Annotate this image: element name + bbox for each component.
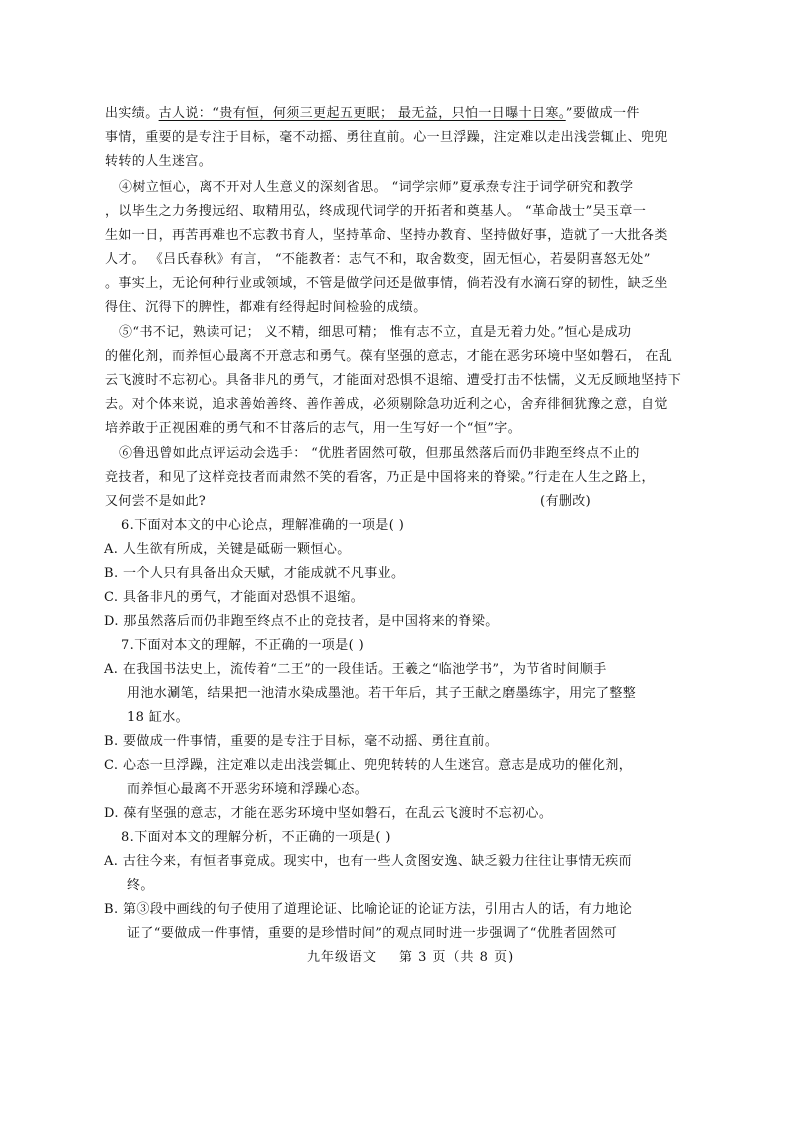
q7-option-b: B. 要做成一件事情，重要的是专注于目标，毫不动摇、勇往直前。: [104, 734, 499, 749]
q7-option-c-line-1: C. 心态一旦浮躁，注定难以走出浅尝辄止、兜兜转转的人生迷宫。意志是成功的催化剂，: [104, 758, 633, 773]
p4-line-3: 生如一日，再苦再难也不忘教书育人，坚持革命、坚持办教育、坚持做好事，造就了一大批各类: [105, 228, 668, 243]
q8-option-b-line-2: 证了“要做成一件事情，重要的是珍惜时间”的观点同时进一步强调了“优胜者固然可: [127, 926, 618, 941]
p5-line-5: 培养敢于正视困难的勇气和不甘落后的志气，用一生写好一个“恒”字。: [105, 421, 522, 436]
p6-line-1: ⑥鲁迅曾如此点评运动会选手： “优胜者固然可敬，但那虽然落后而仍非跑至终点不止的: [119, 446, 640, 461]
edit-note: (有删改): [540, 494, 592, 509]
q6-option-c: C. 具备非凡的勇气，才能面对恐惧不退缩。: [104, 590, 365, 605]
p4-line-1: ④树立恒心，离不开对人生意义的深刻省思。 “词学宗师”夏承焘专注于词学研究和教学: [119, 180, 634, 195]
p3-text: 出实绩。: [105, 106, 159, 121]
p6-line-3: 又何尝不是如此?: [105, 494, 207, 509]
q8-stem: 8.下面对本文的理解分析，不正确的一项是( ): [121, 830, 391, 845]
p3-line-3: 转转的人生迷宫。: [105, 154, 213, 169]
q7-stem: 7.下面对本文的理解，不正确的一项是( ): [121, 638, 365, 653]
p6-line-2: 竞技者，和见了这样竞技者而肃然不笑的看客，乃正是中国将来的脊梁。”行走在人生之路上，: [105, 470, 655, 485]
p3-line-2: 事情，重要的是专注于目标，毫不动摇、勇往直前。心一旦浮躁，注定难以走出浅尝辄止、兜兜: [105, 130, 668, 145]
footer-page-number: 第 3 页（共 8 页): [399, 950, 515, 965]
q7-option-a-line-2: 用池水涮笔，结果把一池清水染成墨池。若干年后，其子王献之磨墨练字，用完了整整: [127, 686, 637, 701]
p5-line-2: 的催化剂，而养恒心最离不开意志和勇气。葆有坚强的意志，才能在恶劣环境中坚如磐石， 在乱: [105, 349, 673, 364]
q6-option-b: B. 一个人只有具备出众天赋，才能成就不凡事业。: [104, 566, 405, 581]
p3-text-tail: ”要做成一件: [565, 106, 640, 121]
q8-option-b-line-1: B. 第③段中画线的句子使用了道理论证、比喻论证的论证方法，引用古人的话，有力地论: [104, 902, 633, 917]
q7-option-a-line-1: A. 在我国书法史上，流传着“二王”的一段佳话。王羲之“临池学书”，为节省时间顺手: [104, 662, 607, 677]
q6-option-d: D. 那虽然落后而仍非跑至终点不止的竞技者，是中国将来的脊梁。: [104, 614, 499, 629]
p5-line-1: ⑤“书不记，熟读可记； 义不精，细思可精； 惟有志不立，直是无着力处。”恒心是成功: [119, 325, 632, 340]
q8-option-a-line-2: 终。: [127, 878, 154, 893]
footer-subject: 九年级语文: [307, 950, 378, 965]
p5-line-3: 云飞渡时不忘初心。具备非凡的勇气，才能面对恐惧不退缩、遭受打击不怯懦，义无反顾地坚持下: [105, 373, 682, 388]
p3-underlined-quote: 古人说：“贵有恒，何须三更起五更眠； 最无益，只怕一日曝十日寒。: [158, 106, 566, 121]
page-footer: [307, 948, 514, 968]
p4-line-6: 得住、沉得下的脾性，都难有经得起时间检验的成绩。: [105, 300, 427, 315]
p3-line-1: [105, 104, 640, 124]
p4-line-2: ，以毕生之力务搜远绍、取精用弘，终成现代词学的开拓者和奠基人。 “革命战士”吴玉章一: [105, 204, 647, 219]
q6-option-a: A. 人生欲有所成，关键是砥砺一颗恒心。: [104, 542, 351, 557]
p5-line-4: 去。对个体来说，追求善始善终、善作善成，必须剔除急功近利之心，舍弃徘徊犹豫之意，自觉: [105, 397, 668, 412]
q7-option-c-line-2: 而养恒心最离不开恶劣环境和浮躁心态。: [127, 782, 369, 797]
p4-line-5: 。事实上，无论何种行业或领域，不管是做学问还是做事情，倘若没有水滴石穿的韧性，缺乏坐: [105, 276, 668, 291]
q7-option-d: D. 葆有坚强的意志，才能在恶劣环境中坚如磐石，在乱云飞渡时不忘初心。: [104, 806, 553, 821]
p4-line-4: 人才。 《吕氏春秋》有言， “不能教者：志气不和，取舍数变，固无恒心，若晏阴喜怒无处”: [105, 252, 651, 267]
q8-option-a-line-1: A. 古往今来，有恒者事竟成。现实中，也有一些人贪图安逸、缺乏毅力往往让事情无疾而: [104, 854, 633, 869]
q6-stem: 6.下面对本文的中心论点，理解准确的一项是( ): [121, 518, 405, 533]
q7-option-a-line-3: 18 缸水。: [127, 710, 190, 725]
